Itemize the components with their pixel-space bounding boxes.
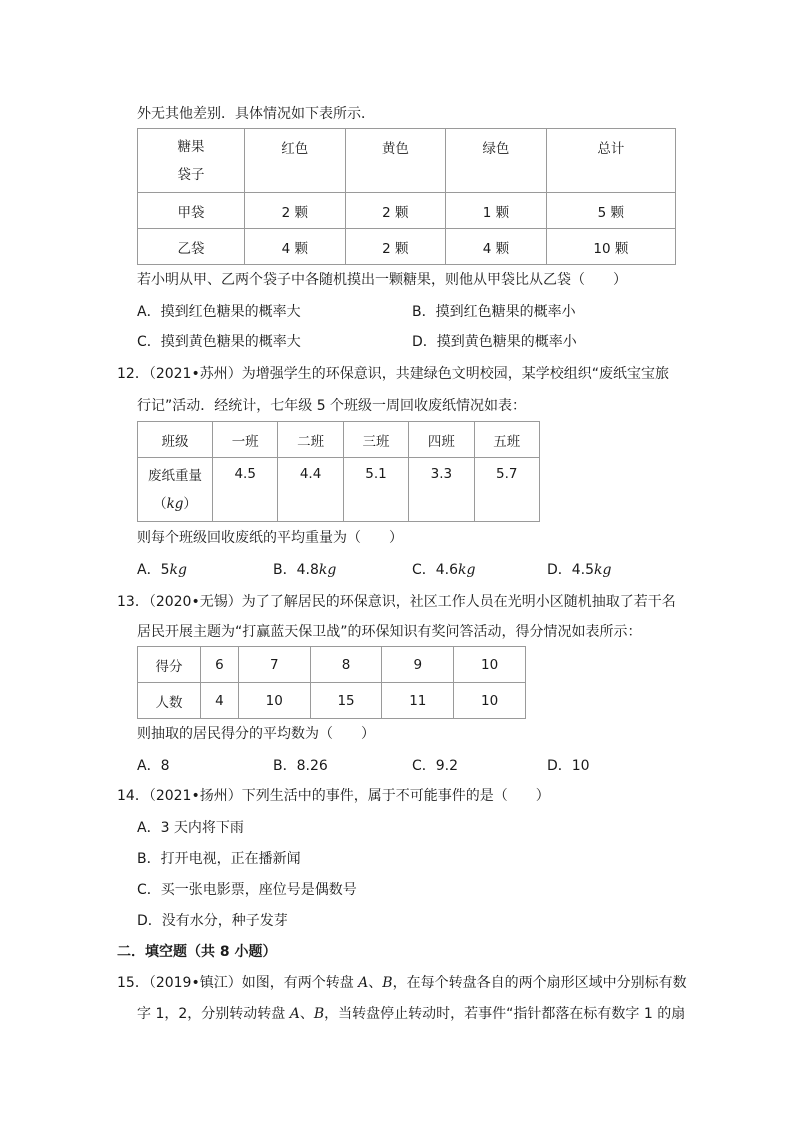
q13-option-b: B．8.26 [273, 758, 328, 774]
q15-line1-prefix: 15．（2019•镇江）如图，有两个转盘 [117, 975, 359, 991]
q11-cell: 2 颗 [345, 193, 446, 229]
q12-option-c-text: C．4.6 [412, 562, 459, 578]
q15-line2-suffix: ，当转盘停止转动时，若事件“指针都落在标有数字 1 的扇 [324, 1006, 686, 1022]
q11-cell: 1 颗 [446, 193, 547, 229]
q15-var-a: A [358, 975, 369, 991]
q11-header-line2: 袋子 [177, 166, 205, 183]
q11-cell: 2 颗 [245, 193, 346, 229]
q15-sep: 、 [299, 1006, 314, 1022]
q12-option-d-text: D．4.5 [547, 562, 595, 578]
q13-count: 15 [310, 683, 382, 719]
q11-intro-tail: 外无其他差别．具体情况如下表所示． [137, 106, 375, 122]
q12-col-header: 二班 [278, 422, 343, 458]
q15-line1-suffix: ，在每个转盘各自的两个扇形区域中分别标有数 [392, 975, 687, 991]
q13-option-a: A．8 [137, 758, 170, 774]
q14-option-b: B．打开电视，正在播新闻 [137, 851, 301, 867]
q12-row-label [138, 458, 213, 522]
q15-var-a: A [289, 1006, 300, 1022]
section-heading: 二．填空题（共 8 小题） [117, 944, 277, 960]
q12-value: 5.7 [474, 458, 539, 522]
q12-paper-table [137, 421, 540, 522]
q13-count: 10 [238, 683, 310, 719]
q12-stem-line1: 12．（2021•苏州）为增强学生的环保意识，共建绿色文明校园，某学校组织“废纸宝宝旅 [117, 366, 669, 382]
q12-option-d [547, 560, 612, 580]
q12-option-c-unit: kg [458, 562, 476, 578]
q12-row-label-text: 废纸重量 [148, 467, 202, 484]
q13-score-table [137, 646, 526, 719]
q11-option-b: B．摸到红色糖果的概率小 [412, 304, 576, 320]
q12-value: 5.1 [343, 458, 408, 522]
q14-option-c: C．买一张电影票，座位号是偶数号 [137, 882, 357, 898]
q13-count: 10 [454, 683, 526, 719]
q11-cell: 5 颗 [546, 193, 675, 229]
q12-value: 3.3 [409, 458, 474, 522]
q13-count: 11 [382, 683, 454, 719]
q12-value: 4.4 [278, 458, 343, 522]
q12-option-b-text: B．4.8 [273, 562, 319, 578]
q12-row-label-unit: （kg） [153, 495, 197, 512]
q12-header-label: 班级 [138, 422, 213, 458]
q12-question: 则每个班级回收废纸的平均重量为（ ） [137, 530, 403, 546]
q14-stem: 14．（2021•扬州）下列生活中的事件，属于不可能事件的是（ ） [117, 788, 550, 804]
q12-col-header: 五班 [474, 422, 539, 458]
q11-question: 若小明从甲、乙两个袋子中各随机摸出一颗糖果，则他从甲袋比从乙袋（ ） [137, 272, 627, 288]
q13-option-d: D．10 [547, 758, 590, 774]
q15-var-b: B [313, 1006, 325, 1022]
q11-col-header: 黄色 [345, 129, 446, 193]
q11-cell: 10 颗 [546, 229, 675, 265]
q12-col-header: 三班 [343, 422, 408, 458]
q11-col-header: 红色 [245, 129, 346, 193]
q12-stem-line2: 行记”活动．经统计，七年级 5 个班级一周回收废纸情况如表： [137, 398, 527, 414]
q11-col-header: 总计 [546, 129, 675, 193]
q12-option-a-unit: kg [169, 562, 187, 578]
q15-sep: 、 [368, 975, 383, 991]
q13-score: 6 [201, 647, 239, 683]
q13-score: 8 [310, 647, 382, 683]
q12-col-header: 四班 [409, 422, 474, 458]
q13-count-label: 人数 [138, 683, 201, 719]
q11-candy-table [137, 128, 676, 265]
q12-option-a-text: A．5 [137, 562, 170, 578]
q11-header-line1: 糖果 [177, 138, 205, 155]
q12-option-b [273, 560, 336, 580]
q15-stem-line2 [137, 1004, 685, 1024]
q11-cell: 4 颗 [446, 229, 547, 265]
q11-cell: 4 颗 [245, 229, 346, 265]
q11-col-header: 绿色 [446, 129, 547, 193]
q12-option-c [412, 560, 476, 580]
q11-option-c: C．摸到黄色糖果的概率大 [137, 334, 301, 350]
q12-option-d-unit: kg [594, 562, 612, 578]
q14-option-d: D．没有水分，种子发芽 [137, 913, 288, 929]
q11-option-a: A．摸到红色糖果的概率大 [137, 304, 301, 320]
q13-stem-line2: 居民开展主题为“打赢蓝天保卫战”的环保知识有奖问答活动，得分情况如表所示： [137, 624, 642, 640]
q13-count: 4 [201, 683, 239, 719]
q11-row-label: 甲袋 [138, 193, 245, 229]
q13-stem-line1: 13．（2020•无锡）为了了解居民的环保意识，社区工作人员在光明小区随机抽取了若干名 [117, 594, 676, 610]
q14-option-a: A．3 天内将下雨 [137, 820, 244, 836]
q15-stem-line1 [117, 973, 687, 993]
q13-score: 7 [238, 647, 310, 683]
q13-option-c: C．9.2 [412, 758, 459, 774]
q13-score: 9 [382, 647, 454, 683]
q11-header-corner [138, 129, 245, 193]
q12-option-a [137, 560, 187, 580]
q12-col-header: 一班 [213, 422, 278, 458]
q12-value: 4.5 [213, 458, 278, 522]
q13-score-label: 得分 [138, 647, 201, 683]
q11-row-label: 乙袋 [138, 229, 245, 265]
q15-line2-prefix: 字 1，2，分别转动转盘 [137, 1006, 290, 1022]
q15-var-b: B [382, 975, 393, 991]
q12-option-b-unit: kg [318, 562, 337, 578]
q11-cell: 2 颗 [345, 229, 446, 265]
q11-option-d: D．摸到黄色糖果的概率小 [412, 334, 577, 350]
q13-score: 10 [454, 647, 526, 683]
q13-question: 则抽取的居民得分的平均数为（ ） [137, 726, 375, 742]
q12-unit-kg: kg [166, 495, 184, 512]
